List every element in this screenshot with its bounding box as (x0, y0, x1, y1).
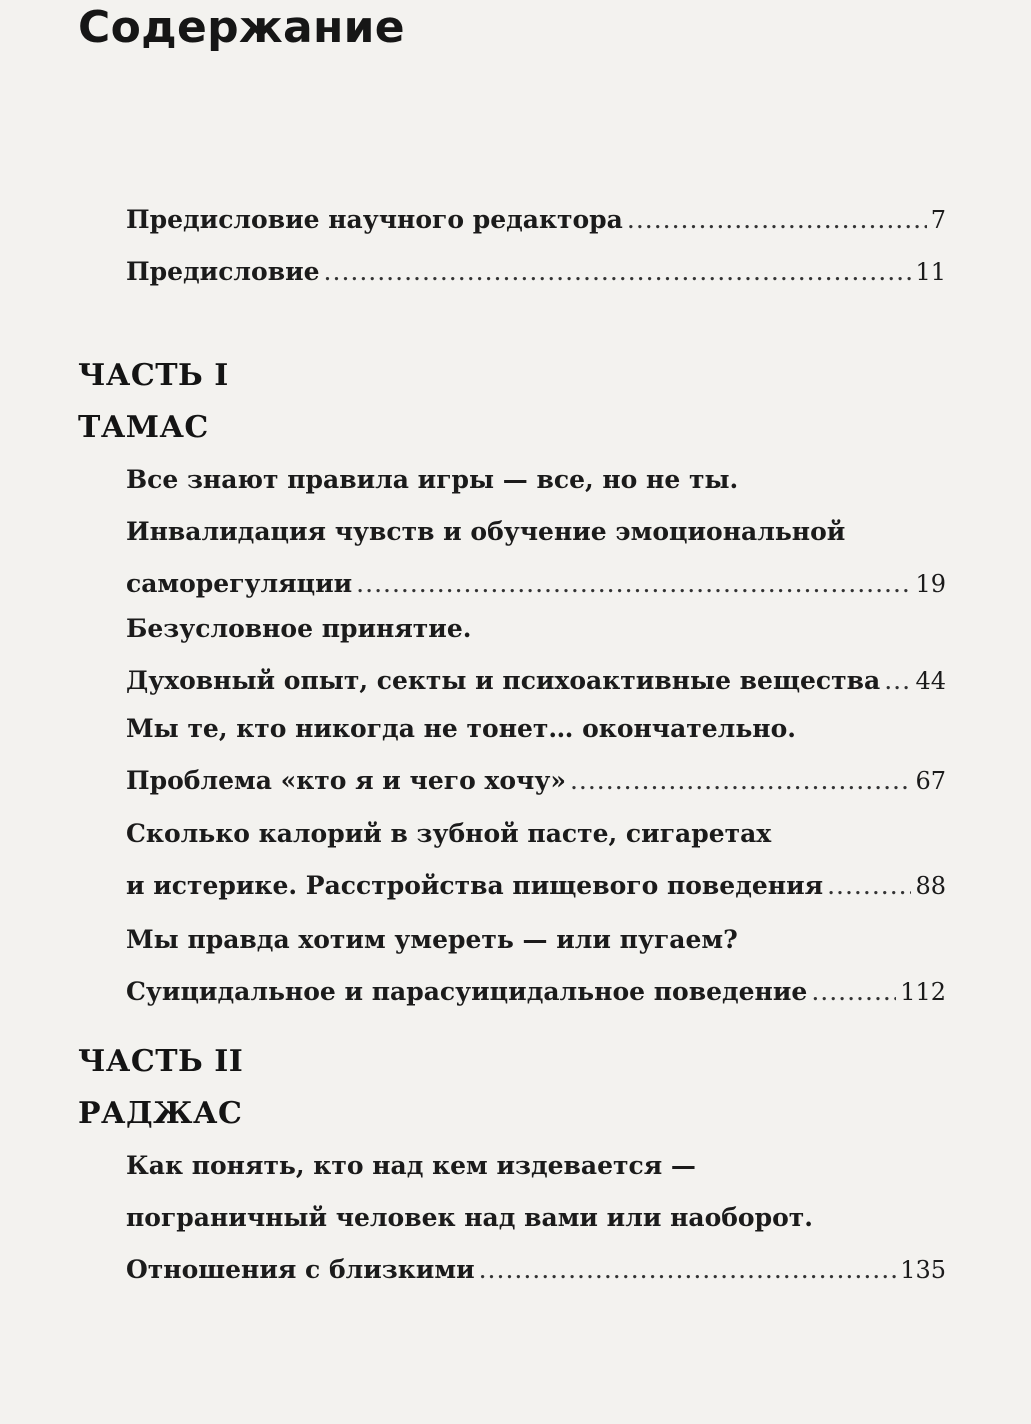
toc-entry-title: Предисловие (126, 257, 320, 286)
page-number: 112 (900, 978, 946, 1006)
toc-entry-line (126, 454, 946, 506)
toc-entry-eating-disorders[interactable] (126, 808, 946, 912)
toc-entry-line (126, 1140, 946, 1192)
toc-entry-title: Суицидальное и парасуицидальное поведение (126, 977, 808, 1006)
toc-entry-title: и истерике. Расстройства пищевого поведения (126, 871, 824, 900)
toc-entry-title: Духовный опыт, секты и психоактивные вещества (126, 666, 881, 695)
toc-entry-title: Проблема «кто я и чего хочу» (126, 766, 566, 795)
dot-leader (324, 246, 912, 298)
dot-leader (827, 860, 911, 912)
toc-entry-who-am-i[interactable] (126, 703, 946, 807)
toc-entry-title: Безусловное принятие. (126, 614, 472, 643)
toc-entry-title: саморегуляции (126, 569, 353, 598)
toc-entry-line (126, 703, 946, 755)
page-number: 19 (915, 570, 946, 598)
toc-entry-title: Мы правда хотим умереть — или пугаем? (126, 925, 738, 954)
toc-entry-suicidal-behavior[interactable] (126, 914, 946, 1018)
page-title: Содержание (78, 2, 405, 53)
toc-entry-scientific-editor-preface[interactable] (126, 194, 946, 246)
toc-entry-title: Все знают правила игры — все, но не ты. (126, 465, 739, 494)
part-number: ЧАСТЬ I (78, 358, 229, 393)
page-number: 11 (915, 258, 946, 286)
toc-entry-invalidation[interactable] (126, 454, 946, 610)
part-name: РАДЖАС (78, 1096, 243, 1131)
toc-entry-line (126, 808, 946, 860)
page-number: 7 (930, 206, 946, 234)
dot-leader (884, 655, 911, 707)
toc-entry-line (126, 966, 946, 1018)
toc-entry-line (126, 1244, 946, 1296)
dot-leader (811, 966, 896, 1018)
toc-entry-title: Мы те, кто никогда не тонет… окончательно. (126, 714, 796, 743)
part-heading-1 (78, 350, 229, 454)
toc-entry-title: Отношения с близкими (126, 1255, 475, 1284)
part-number: ЧАСТЬ II (78, 1044, 244, 1079)
toc-entry-line (126, 655, 946, 707)
toc-entry-title: Инвалидация чувств и обучение эмоциональной (126, 517, 846, 546)
dot-leader (627, 194, 927, 246)
toc-entry-title: Предисловие научного редактора (126, 205, 623, 234)
page-number: 88 (915, 872, 946, 900)
part-name: ТАМАС (78, 410, 209, 445)
toc-entry-line (126, 860, 946, 912)
toc-entry-title: пограничный человек над вами или наоборот. (126, 1203, 813, 1232)
toc-entry-line (126, 246, 946, 298)
toc-entry-line (126, 603, 946, 655)
toc-entry-unconditional-acceptance[interactable] (126, 603, 946, 707)
toc-entry-preface[interactable] (126, 246, 946, 298)
toc-entry-line (126, 914, 946, 966)
page-number: 67 (915, 767, 946, 795)
toc-entry-line (126, 506, 946, 558)
toc-entry-relationships[interactable] (126, 1140, 946, 1296)
toc-entry-line (126, 1192, 946, 1244)
toc-entry-line (126, 755, 946, 807)
page-number: 44 (915, 667, 946, 695)
dot-leader (570, 755, 911, 807)
part-heading-2 (78, 1036, 243, 1140)
toc-entry-line (126, 194, 946, 246)
toc-entry-title: Сколько калорий в зубной пасте, сигаретах (126, 819, 772, 848)
dot-leader (479, 1244, 897, 1296)
toc-entry-title: Как понять, кто над кем издевается — (126, 1151, 696, 1180)
page-number: 135 (900, 1256, 946, 1284)
